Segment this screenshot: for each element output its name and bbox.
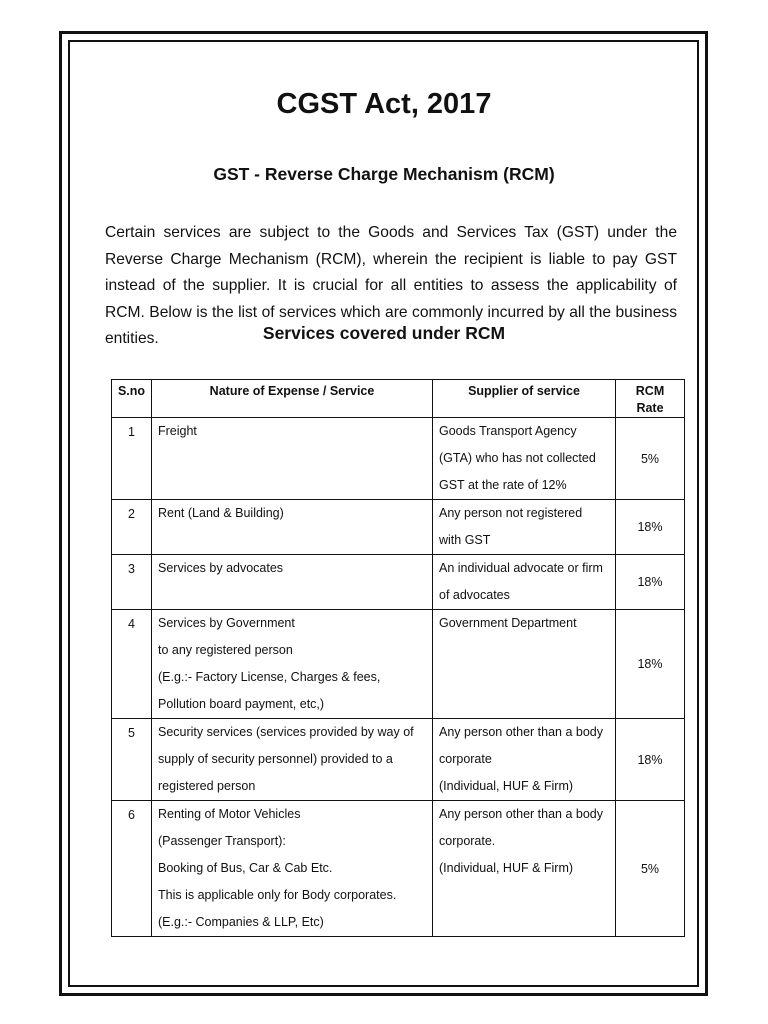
cell-nature [152,555,433,610]
cell-rate: 18% [616,719,685,801]
cell-nature [152,801,433,937]
cell-rate: 18% [616,610,685,719]
cell-nature [152,500,433,555]
supplier-line: with GST [439,533,491,547]
header-sno: S.no [112,380,152,418]
cell-rate: 5% [616,418,685,500]
cell-sno: 4 [112,610,152,719]
cell-supplier [433,610,616,719]
table-row [112,801,685,937]
nature-line: (Passenger Transport): [158,834,286,848]
supplier-line: (GTA) who has not collected [439,451,596,465]
nature-line: Freight [158,424,197,438]
supplier-line: (Individual, HUF & Firm) [439,779,574,793]
document-title: CGST Act, 2017 [276,88,492,120]
supplier-line: Any person not registered [439,506,583,520]
supplier-line: corporate. [439,834,496,848]
intro-paragraph: Certain services are subject to the Goods and Services Tax (GST) under the Reverse Charge Mechanism (RCM), wherein the recipient is liable to pay GST instead of the supplier. It is crucial for all entities to assess the applicability of RCM. Below is the list of services which are commonly incurred by all the business entities. [105,224,677,347]
cell-rate: 18% [616,555,685,610]
cell-rate: 5% [616,801,685,937]
supplier-line: Goods Transport Agency [439,424,577,438]
section-heading: Services covered under RCM [262,323,506,343]
supplier-line: of advocates [439,588,510,602]
nature-line: Renting of Motor Vehicles [158,807,301,821]
cell-nature [152,719,433,801]
cell-supplier [433,418,616,500]
table-row [112,719,685,801]
supplier-line: GST at the rate of 12% [439,478,567,492]
table-row [112,555,685,610]
document-subtitle: GST - Reverse Charge Mechanism (RCM) [213,164,555,184]
table-row [112,610,685,719]
cell-nature [152,610,433,719]
supplier-line: Government Department [439,616,577,630]
header-rate-line1: RCM [635,384,665,398]
cell-rate: 18% [616,500,685,555]
nature-line: Rent (Land & Building) [158,506,284,520]
supplier-line: Any person other than a body [439,725,604,739]
cell-nature [152,418,433,500]
nature-line: (E.g.:- Factory License, Charges & fees, [158,670,381,684]
nature-line: supply of security personnel) provided to a [158,752,393,766]
supplier-line: An individual advocate or firm [439,561,603,575]
nature-line: Pollution board payment, etc,) [158,697,325,711]
nature-line: Services by advocates [158,561,284,575]
supplier-line: corporate [439,752,492,766]
cell-sno: 6 [112,801,152,937]
nature-line: registered person [158,779,256,793]
rcm-services-table [111,379,685,937]
cell-supplier [433,500,616,555]
header-rate-line2: Rate [636,401,664,415]
table-row [112,500,685,555]
header-rate [616,380,685,418]
nature-line: Booking of Bus, Car & Cab Etc. [158,861,333,875]
nature-line: Security services (services provided by way of [158,725,414,739]
nature-line: to any registered person [158,643,293,657]
nature-line: This is applicable only for Body corporates. [158,888,397,902]
table-header-row [112,380,685,418]
cell-supplier [433,555,616,610]
supplier-line: Any person other than a body [439,807,604,821]
supplier-line: (Individual, HUF & Firm) [439,861,574,875]
cell-sno: 3 [112,555,152,610]
header-nature: Nature of Expense / Service [152,380,433,418]
cell-supplier [433,801,616,937]
cell-sno: 1 [112,418,152,500]
cell-sno: 2 [112,500,152,555]
table-row [112,418,685,500]
nature-line: (E.g.:- Companies & LLP, Etc) [158,915,324,929]
cell-supplier [433,719,616,801]
cell-sno: 5 [112,719,152,801]
header-supplier: Supplier of service [433,380,616,418]
nature-line: Services by Government [158,616,295,630]
